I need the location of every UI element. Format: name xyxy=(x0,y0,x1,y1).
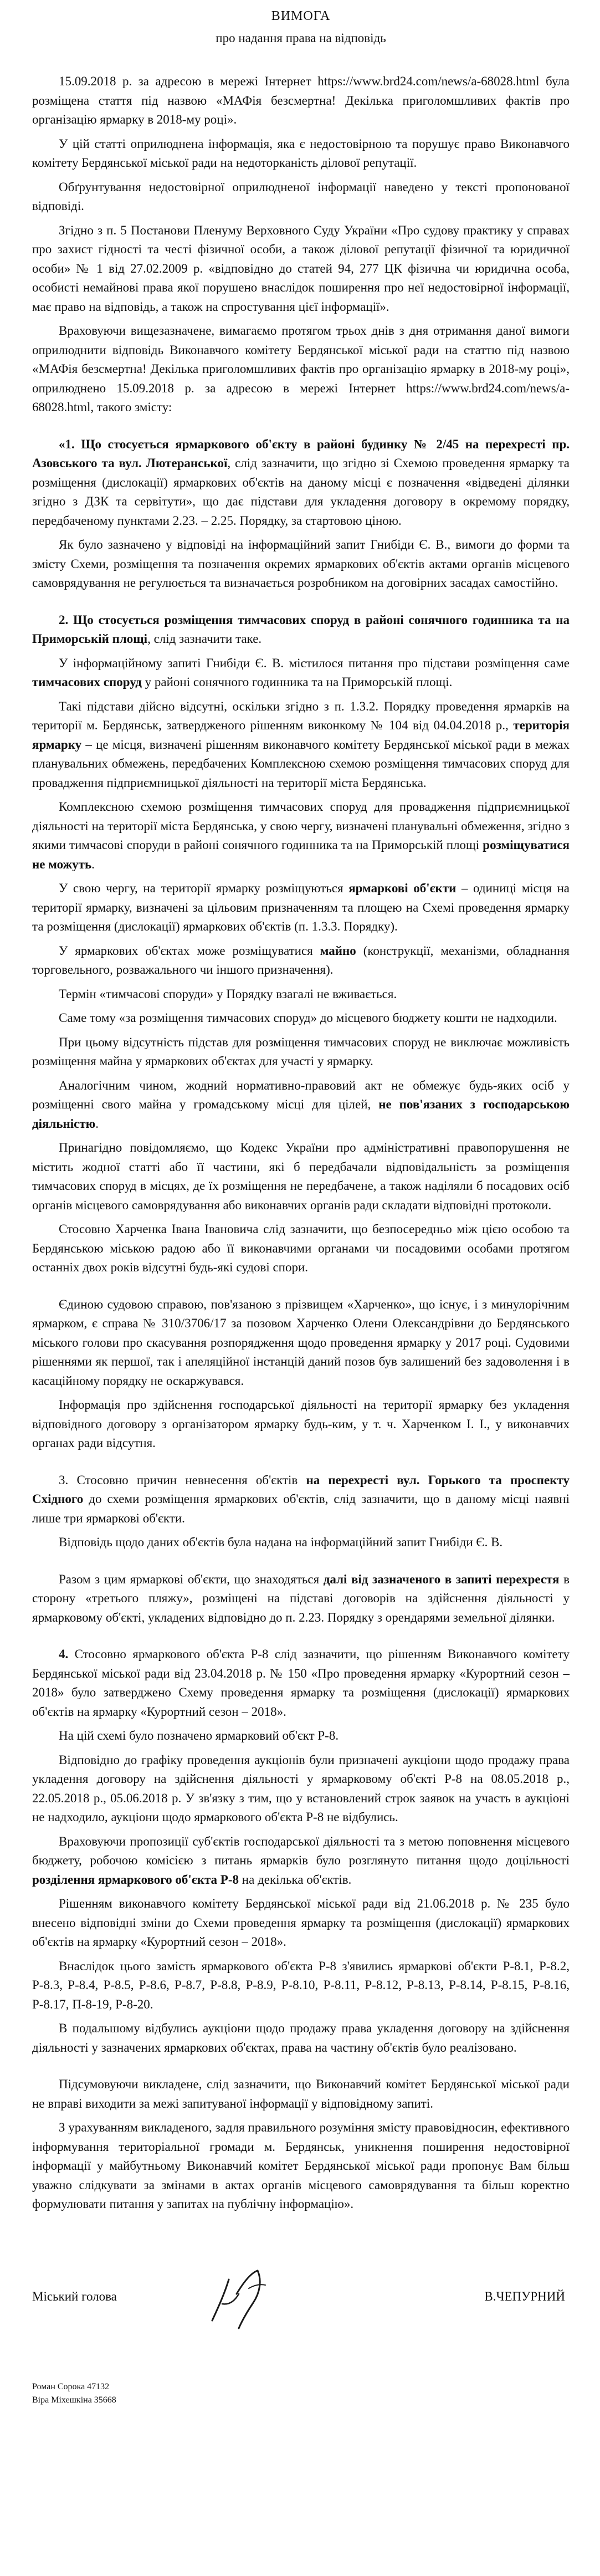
emphasis-text: на перехресті вул. Горького та проспекту Східного xyxy=(32,1473,570,1506)
paragraph-text: 3. Стосовно причин невнесення об'єктів xyxy=(59,1473,306,1487)
paragraph-text: Саме тому «за розміщення тимчасових споруд» до місцевого бюджету кошти не надходили. xyxy=(59,1011,557,1025)
paragraph-text: Враховуючи пропозиції суб'єктів господарської діяльності та з метою поповнення місцевого бюджету, робочою комісією з питань ярмарків було розглянуто питання щодо доцільності xyxy=(32,1834,570,1867)
paragraph-text: Відповідь щодо даних об'єктів була надана на інформаційний запит Гнибіди Є. В. xyxy=(59,1535,503,1549)
paragraph-text: Комплексною схемою розміщення тимчасових споруд для провадження підприємницької діяльності на території міста Бердянська, у свою чергу, визначені планувальні обмеження, згідно з якими тимчасові споруди в районі сонячного годинника та на Приморській площі xyxy=(32,800,570,852)
body-paragraph xyxy=(32,798,570,874)
body-paragraph xyxy=(32,535,570,593)
paragraph-text: , слід зазначити, що згідно зі Схемою проведення ярмарку та розміщення (дислокації) ярмаркових об'єктів на даному місці є позначення «відведені ділянки згідно з ДЗК та сервітути», що дає підстави для укладення договору в окремому порядку, передбаченому пунктами 2.23. – 2.25. Порядку, за стартовою ціною. xyxy=(32,456,570,528)
body-paragraph xyxy=(32,1471,570,1529)
document-subtitle: про надання права на відповідь xyxy=(216,31,386,45)
paragraph-text: При цьому відсутність підстав для розміщення тимчасових споруд не виключає можливість розміщення майна у ярмаркових об'єктах для участі у ярмарку. xyxy=(32,1035,570,1068)
body-paragraph xyxy=(32,879,570,937)
body-paragraph xyxy=(32,321,570,417)
body-paragraph xyxy=(32,1533,570,1552)
emphasis-text: майно xyxy=(320,943,356,958)
body-paragraph xyxy=(32,2118,570,2214)
paragraph-text: Термін «тимчасові споруди» у Порядку взагалі не вживається. xyxy=(59,987,397,1001)
document-title: ВИМОГА xyxy=(271,9,331,23)
body-paragraph xyxy=(32,1138,570,1215)
paragraph-text: Такі підстави дійсно відсутні, оскільки згідно з п. 1.3.2. Порядку проведення ярмарків на території м. Бердянськ, затвердженого рішенням виконкому № 104 від 04.04.2018 р., xyxy=(32,699,570,732)
paragraph-text: У свою чергу, на території ярмарку розміщуються xyxy=(59,881,349,895)
body-paragraph xyxy=(32,1009,570,1028)
emphasis-text: розділення ярмаркового об'єкта Р-8 xyxy=(32,1872,239,1887)
body-paragraph xyxy=(32,221,570,317)
paragraph-text: У ярмаркових об'єктах може розміщуватися xyxy=(59,943,320,958)
body-paragraph xyxy=(32,2019,570,2057)
paragraph-text: В подальшому відбулись аукціони щодо продажу права укладення договору на здійснення діяльності у зазначених ярмаркових об'єктах, права на частину об'єктів було реалізовано. xyxy=(32,2021,570,2054)
body-paragraph xyxy=(32,1894,570,1952)
handwritten-signature xyxy=(200,2258,272,2336)
paragraph-text: – одиниці місця на території ярмарку, визначені за цільовим призначенням та площею на Схемі проведення ярмарку та розміщення (дислокації) ярмаркових об'єктів (п. 1.3.3. Порядку). xyxy=(32,881,570,933)
paragraph-text: Відповідно до графіку проведення аукціонів були призначені аукціони щодо продажу права укладення договору на здійснення діяльності у ярмарковому об'єкті Р-8 на 08.05.2018 р., 22.05.2018 р., 05.06.2018 р. У зв'язку з тим, що у встановлений строк заявок на участь в аукціоні не надходило, аукціони щодо ярмаркового об'єкта Р-8 не відбулись. xyxy=(32,1752,570,1824)
body-paragraph xyxy=(32,611,570,649)
emphasis-text: тимчасових споруд xyxy=(32,675,142,689)
emphasis-text: далі від зазначеного в запиті перехрестя xyxy=(323,1572,560,1586)
paragraph-text: У цій статті оприлюднена інформація, яка є недостовірною та порушує право Виконавчого комітету Бердянської міської ради на недоторканість ділової репутації. xyxy=(32,136,570,170)
body-paragraph xyxy=(32,1751,570,1827)
body-paragraph xyxy=(32,135,570,173)
signature-stroke xyxy=(212,2279,229,2321)
paragraph-text: Рішенням виконавчого комітету Бердянської міської ради від 21.06.2018 р. № 235 було внесено відповідні зміни до Схеми проведення ярмарку та розміщення (дислокації) ярмаркових об'єктів на ярмарку «Курортний сезон – 2018». xyxy=(32,1897,570,1949)
body-paragraph xyxy=(32,942,570,980)
body-paragraph xyxy=(32,1076,570,1134)
body-paragraph xyxy=(32,1832,570,1890)
paragraph-text: З урахуванням викладеного, задля правильного розуміння змісту правовідносин, ефективного інформування територіальної громади м. Бердянськ, уникнення поширення недостовірної інформації у майбутньому Виконавчий комітет Бердянської міської ради пропонує Вам більш уважно слідкувати за змінами в актах органів місцевого самоврядування та більш коректно формулювати питання у запитах на публічну інформацію». xyxy=(32,2120,570,2211)
paragraph-text: . xyxy=(91,857,95,871)
paragraph-text: На цій схемі було позначено ярмарковий об'єкт Р-8. xyxy=(59,1729,339,1742)
paragraph-text: Принагідно повідомляємо, що Кодекс України про адміністративні правопорушення не містить жодної статті або її частини, які б передбачали відповідальність за розміщення тимчасових споруд в місцях, де їх розміщення не передбачене, а також наділяли б посадових осіб органів місцевого самоврядування або виконавчих органів ради складати відповідні протоколи. xyxy=(32,1141,570,1212)
body-paragraph xyxy=(32,1957,570,2015)
paragraph-text: Стосовно Харченка Івана Івановича слід зазначити, що безпосередньо між цією особою та Бердянською міською радою або її виконавчими органами чи посадовими особами протягом останніх двох років відсутні будь-які судові спори. xyxy=(32,1222,570,1274)
emphasis-text: 4. xyxy=(59,1647,75,1661)
document-header xyxy=(32,0,570,72)
body-paragraph xyxy=(32,72,570,130)
body-paragraph xyxy=(32,1570,570,1628)
signature-stroke xyxy=(237,2271,260,2328)
signature-stroke xyxy=(222,2294,239,2304)
body-paragraph xyxy=(32,654,570,692)
paragraph-text: 15.09.2018 р. за адресою в мережі Інтернет https://www.brd24.com/news/a-68028.html була розміщена стаття під назвою «МАФія безсмертна! Декілька приголомшливих фактів про організацію ярмарку в 2018-му році». xyxy=(32,74,570,126)
signature-stroke xyxy=(249,2284,265,2288)
paragraph-text: Єдиною судовою справою, пов'язаною з прізвищем «Харченко», що існує, і з минулорічним ярмарком, є справа № 310/3706/17 за позовом Харченко Олени Олександрівни до Бердянського міського голови про скасування розпорядження щодо проведення ярмарку у 2017 році. Судовими рішеннями як першої, так і апеляційної інстанцій даний позов був залишений без задоволення і в касаційному порядку не оскаржувався. xyxy=(32,1297,570,1388)
paragraph-text: на декілька об'єктів. xyxy=(239,1872,352,1887)
paragraph-text: Згідно з п. 5 Постанови Пленуму Верховного Суду України «Про судову практику у справах про захист гідності та честі фізичної особи, а також ділової репутації фізичної та юридичної особи» № 1 від 27.02.2009 р. «відповідно до статей 94, 277 ЦК фізична чи юридична особа, особисті немайнові права якої порушено внаслідок поширення про неї недостовірної інформації, має право на відповідь, а також на спростування цієї інформації». xyxy=(32,223,570,314)
paragraph-text: Внаслідок цього замість ярмаркового об'єкта Р-8 з'явились ярмаркові об'єкти Р-8.1, Р-8.2, Р-8.3, Р-8.4, Р-8.5, Р-8.6, Р-8.7, Р-8.8, Р-8.9, Р-8.10, Р-8.11, Р-8.12, Р-8.13, Р-8.14, Р-8.15, Р-8.16, Р-8.17, П-8-19, Р-8-20. xyxy=(32,1959,570,2011)
body-paragraph xyxy=(32,1033,570,1071)
emphasis-text: 2. Що стосується розміщення тимчасових споруд в районі сонячного годинника та на Приморській площі xyxy=(32,612,570,646)
body-paragraph xyxy=(32,1726,570,1746)
paragraph-text: в сторону «третього пляжу», розміщені на підставі договорів на здійснення діяльності у ярмарковому об'єкті, укладених відповідно до п. 2.23. Порядку з орендарями земельної ділянки. xyxy=(32,1572,570,1624)
paragraph-text: Як було зазначено у відповіді на інформаційний запит Гнибіди Є. В., вимоги до форми та змісту Схеми, розміщення та позначення окремих ярмаркових об'єктів актами органів місцевого самоврядування не регулюється та визначається розробником на договірних засадах самостійно. xyxy=(32,538,570,590)
signer-position: Міський голова xyxy=(32,2289,117,2304)
paragraph-text: Підсумовуючи викладене, слід зазначити, що Виконавчий комітет Бердянської міської ради не вправі виходити за межі запитуваної інформації у відповідному запиті. xyxy=(32,2077,570,2110)
body-paragraph xyxy=(32,2075,570,2113)
emphasis-text: ярмаркові об'єкти xyxy=(348,881,457,895)
executor-block xyxy=(32,2380,570,2407)
body-paragraph xyxy=(32,435,570,531)
body-paragraph xyxy=(32,1220,570,1277)
emphasis-text: розміщуватися не можуть xyxy=(32,838,570,871)
signer-name: В.ЧЕПУРНИЙ xyxy=(484,2289,565,2304)
body-paragraph xyxy=(32,1645,570,1721)
body-paragraph xyxy=(32,985,570,1004)
paragraph-text: . xyxy=(95,1116,99,1131)
paragraph-text: Інформація про здійснення господарської діяльності на території ярмарку без укладення відповідного договору з організатором ярмарку будь-ким, у т. ч. Харченком І. І., у виконавчих органах ради відсутня. xyxy=(32,1398,570,1450)
paragraph-text: до схеми розміщення ярмаркових об'єктів, слід зазначити, що в даному місці наявні лише три ярмаркові об'єкти. xyxy=(32,1492,570,1525)
paragraph-text: , слід зазначити таке. xyxy=(147,632,262,646)
paragraph-text: У інформаційному запиті Гнибіди Є. В. містилося питання про підстави розміщення саме xyxy=(59,656,570,670)
paragraph-text: Аналогічним чином, жодний нормативно-правовий акт не обмежує будь-яких осіб у розміщенні свого майна у громадському місці для цілей, xyxy=(32,1078,570,1111)
executor-line: Роман Сорока 47132 xyxy=(32,2381,110,2391)
paragraph-text: у районі сонячного годинника та на Приморській площі. xyxy=(141,675,453,689)
signature-block xyxy=(32,2258,570,2336)
paragraph-text: – це місця, визначені рішенням виконавчого комітету Бердянської міської ради в межах планувальних обмежень, передбачених Комплексною схемою розміщення тимчасових споруд для провадження підприємницької діяльності на території міста Бердянська. xyxy=(32,737,570,790)
paragraph-text: Враховуючи вищезазначене, вимагаємо протягом трьох днів з дня отримання даної вимоги оприлюднити відповідь Виконавчого комітету Бердянської міської ради на статтю під назвою «МАФія безсмертна! Декілька приголомшливих фактів про організацію ярмарку в 2018-му році», оприлюднено 15.09.2018 р. за адресою в мережі Інтернет https://www.brd24.com/news/a-68028.html, такого змісту: xyxy=(32,324,570,414)
paragraph-text: (конструкції, механізми, обладнання торговельного, розважального чи іншого призначення). xyxy=(32,943,570,977)
body-paragraph xyxy=(32,1396,570,1453)
body-paragraph xyxy=(32,178,570,216)
paragraph-text: Стосовно ярмаркового об'єкта Р-8 слід зазначити, що рішенням Виконавчого комітету Бердянської міської ради від 23.04.2018 р. № 150 «Про проведення ярмарку «Курортний сезон – 2018» було затверджено Схему проведення ярмарку та розміщення (дислокації) ярмаркових об'єктів на ярмарку «Курортний сезон – 2018». xyxy=(32,1647,570,1719)
document-body xyxy=(32,72,570,2214)
executor-line: Віра Міхешкіна 35668 xyxy=(32,2395,116,2405)
emphasis-text: «1. Що стосується ярмаркового об'єкту в районі будинку № 2/45 на перехресті пр. Азовського та вул. Лютеранської xyxy=(32,437,570,470)
emphasis-text: територія ярмарку xyxy=(32,718,570,752)
paragraph-text: Обґрунтування недостовірної оприлюдненої інформації наведено у тексті пропонованої відповіді. xyxy=(32,180,570,213)
paragraph-text: Разом з цим ярмаркові об'єкти, що знаходяться xyxy=(59,1572,324,1586)
body-paragraph xyxy=(32,697,570,793)
body-paragraph xyxy=(32,1295,570,1391)
emphasis-text: не пов'язаних з господарською діяльністю xyxy=(32,1097,570,1131)
